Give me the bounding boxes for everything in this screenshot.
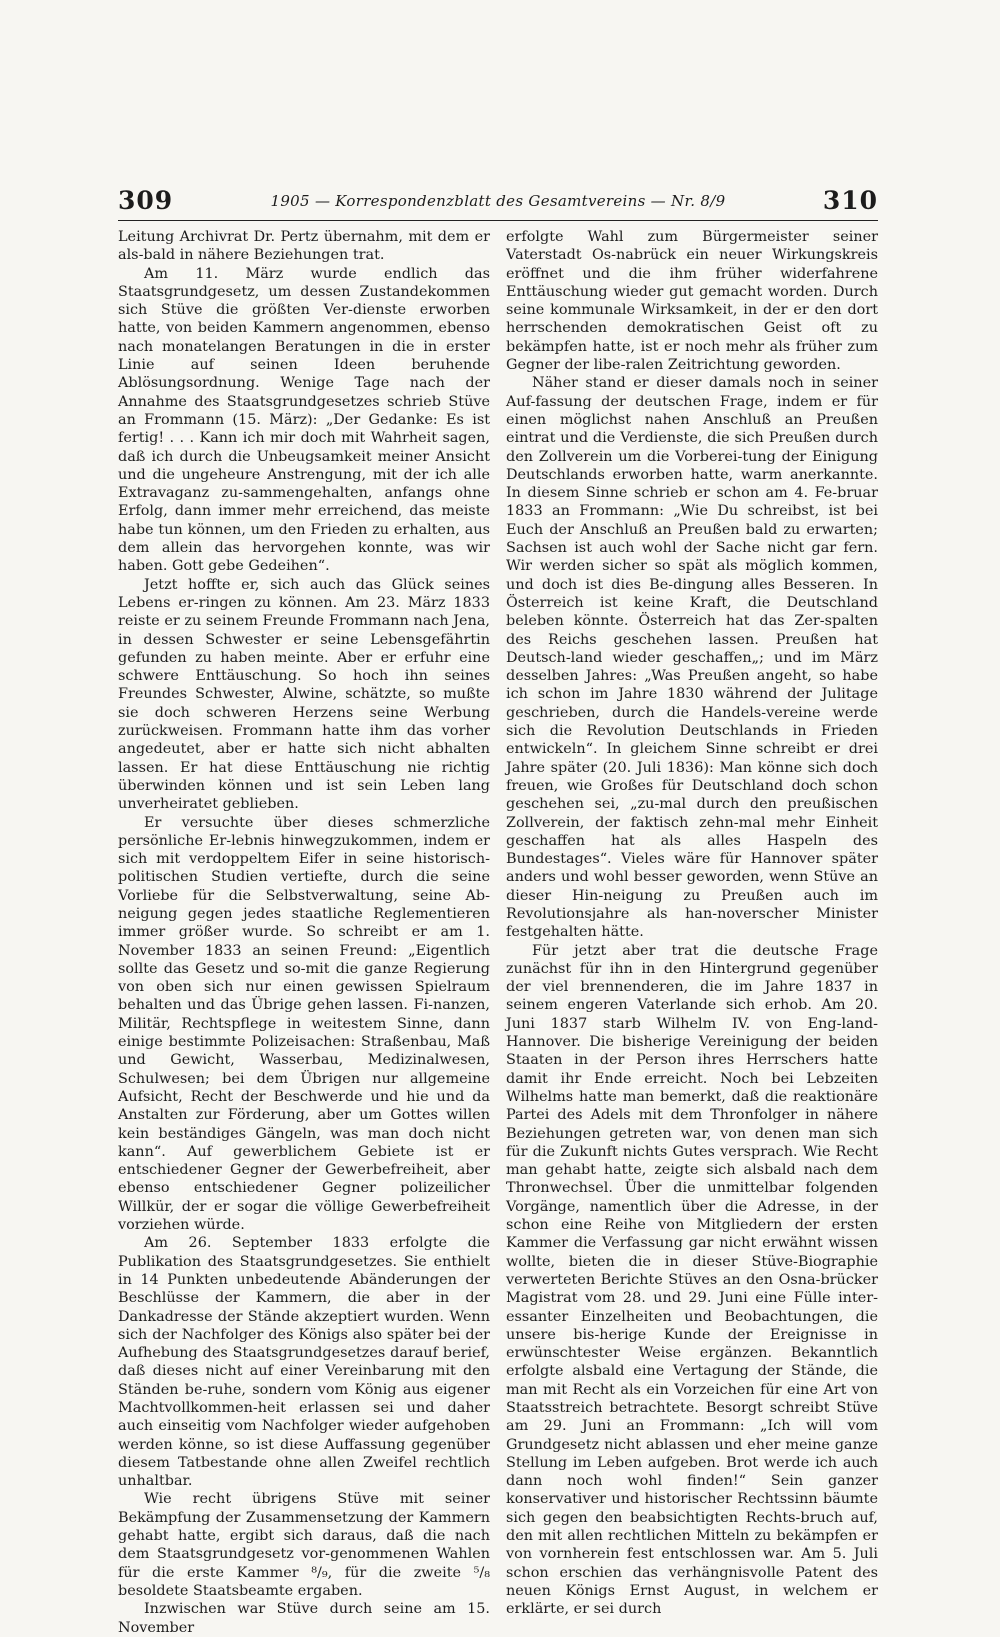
page-number-right: 310 — [822, 186, 878, 215]
paragraph: Er versuchte über dieses schmerzliche persönliche Er-lebnis hinwegzukommen, indem er sich mit verdoppeltem Eifer in seine historisch-politischen Studien vertiefte, durch die seine Vorliebe für die Selbstverwaltung, seine Ab-neigung gegen jedes staatliche Reglementieren immer größer wurde. So schreibt er am 1. November 1833 an seinen Freund: „Eigentlich sollte das Gesetz und so-mit die ganze Regierung von oben sich nur einen gewissen Spielraum behalten und das Übrige gehen lassen. Fi-nanzen, Militär, Rechtspflege in weitestem Sinne, dann einige bestimmte Polizeisachen: Straßenbau, Maß und Gewicht, Wasserbau, Medizinalwesen, Schulwesen; bei dem Übrigen nur allgemeine Aufsicht, Recht der Beschwerde und hie und da Anstalten zur Förderung, aber um Gottes willen kein beständiges Gängeln, was man doch nicht kann“. Auf gewerblichem Gebiete ist er entschiedener Gegner der Gewerbefreiheit, aber ebenso entschiedener Gegner polizeilicher Willkür, der er sogar die völlige Gewerbefreiheit vorziehen würde. — [118, 814, 490, 1234]
paragraph: Näher stand er dieser damals noch in seiner Auf-fassung der deutschen Frage, indem er für einen möglichst nahen Anschluß an Preußen eintrat und die Verdienste, die sich Preußen durch den Zollverein um die Vorberei-tung der Einigung Deutschlands erworben hatte, warm anerkannte. In diesem Sinne schrieb er schon am 4. Fe-bruar 1833 an Frommann: „Wie Du schreibst, ist bei Euch der Anschluß an Preußen bald zu erwarten; Sachsen ist auch wohl der Sache nicht gar fern. Wir werden sicher so spät als möglich kommen, und doch ist dies Be-dingung alles Besseren. In Österreich ist keine Kraft, die Deutschland beleben könnte. Österreich hat das Zer-spalten des Reichs geschehen lassen. Preußen hat Deutsch-land wieder geschaffen„; und im März desselben Jahres: „Was Preußen angeht, so habe ich schon im Jahre 1830 während der Julitage geschrieben, durch die Handels-vereine werde sich die Revolution Deutschlands in Frieden entwickeln“. In gleichem Sinne schreibt er drei Jahre später (20. Juli 1836): Man könne sich doch freuen, wie Großes für Deutschland doch schon geschehen sei, „zu-mal durch den preußischen Zollverein, der faktisch zehn-mal mehr Einheit geschaffen hat als alles Haspeln des Bundestages“. Vieles wäre für Hannover später anders und wohl besser geworden, wenn Stüve an dieser Hin-neigung zu Preußen auch im Revolutionsjahre als han-noverscher Minister festgehalten hätte. — [506, 375, 878, 941]
left-column — [118, 228, 490, 1637]
paragraph: erfolgte Wahl zum Bürgermeister seiner Vaterstadt Os-nabrück ein neuer Wirkungskreis eröffnet und die ihm früher widerfahrene Enttäuschung wieder gut gemacht worden. Durch seine kommunale Wirksamkeit, in der er den dort herrschenden demokratischen Geist oft zu bekämpfen hatte, ist er noch mehr als früher zum Gegner der libe-ralen Zeitrichtung geworden. — [506, 229, 878, 374]
right-column — [506, 228, 878, 1619]
paragraph: Jetzt hoffte er, sich auch das Glück seines Lebens er-ringen zu können. Am 23. März 1833 reiste er zu seinem Freunde Frommann nach Jena, in dessen Schwester er seine Lebensgefährtin gefunden zu haben meinte. Aber er erfuhr eine schwere Enttäuschung. So hoch ihn seines Freundes Schwester, Alwine, schätzte, so mußte sie doch schweren Herzens seine Werbung zurückweisen. Frommann hatte ihm das vorher angedeutet, aber er hatte sich nicht abhalten lassen. Er hat diese Enttäuschung nie richtig überwinden können und ist sein Leben lang unverheiratet geblieben. — [118, 576, 490, 813]
paragraph: Leitung Archivrat Dr. Pertz übernahm, mit dem er als-bald in nähere Beziehungen trat. — [118, 229, 490, 264]
paragraph: Inzwischen war Stüve durch seine am 15. November — [118, 1601, 490, 1636]
page-header — [118, 186, 878, 221]
paragraph: Für jetzt aber trat die deutsche Frage zunächst für ihn in den Hintergrund gegenüber der viel brennenderen, die im Jahre 1837 in seinem engeren Vaterlande sich erhob. Am 20. Juni 1837 starb Wilhelm IV. von Eng-land-Hannover. Die bisherige Vereinigung der beiden Staaten in der Person ihres Herrschers hatte damit ihr Ende erreicht. Noch bei Lebzeiten Wilhelms hatte man bemerkt, daß die reaktionäre Partei des Adels mit dem Thronfolger in nähere Beziehungen getreten war, von denen man sich für die Zukunft nichts Gutes versprach. Wie Recht man gehabt hatte, zeigte sich alsbald nach dem Thronwechsel. Über die unmittelbar folgenden Vorgänge, namentlich über die Adresse, in der schon eine Reihe von Mitgliedern der ersten Kammer die Verfassung gar nicht erwähnt wissen wollte, bieten die in dieser Stüve-Biographie verwerteten Berichte Stüves an den Osna-brücker Magistrat vom 28. und 29. Juni eine Fülle inter-essanter Einzelheiten und Beobachtungen, die unsere bis-herige Kunde der Ereignisse in erwünschtester Weise ergänzen. Bekanntlich erfolgte alsbald eine Vertagung der Stände, die man mit Recht als ein Vorzeichen für eine Art von Staatsstreich betrachtete. Besorgt schreibt Stüve am 29. Juni an Frommann: „Ich will vom Grundgesetz nicht ablassen und eher meine ganze Stellung im Leben aufgeben. Brot werde ich auch dann noch wohl finden!“ Sein ganzer konservativer und historischer Rechtssinn bäumte sich gegen den beabsichtigten Rechts-bruch auf, den mit allen rechtlichen Mitteln zu bekämpfen er von vornherein fest entschlossen war. Am 5. Juli schon erschien das verhängnisvolle Patent des neuen Königs Ernst August, in welchem er erklärte, er sei durch — [506, 942, 878, 1618]
paragraph: Am 11. März wurde endlich das Staatsgrundgesetz, um dessen Zustandekommen sich Stüve die größten Ver-dienste erworben hatte, von beiden Kammern angenommen, ebenso nach monatelangen Beratungen in die in erster Linie auf seinen Ideen beruhende Ablösungsordnung. Wenige Tage nach der Annahme des Staatsgrundgesetzes schrieb Stüve an Frommann (15. März): „Der Gedanke: Es ist fertig! . . . Kann ich mir doch mit Wahrheit sagen, daß ich durch die Unbeugsamkeit meiner Ansicht und die ungeheure Anstrengung, mit der ich alle Extravaganz zu-sammengehalten, anfangs ohne Erfolg, dann immer mehr erreichend, das meiste habe tun können, um den Frieden zu erhalten, aus dem allein das hervorgehen konnte, was wir haben. Gott gebe Gedeihen“. — [118, 265, 490, 575]
page-number-left: 309 — [118, 186, 174, 215]
paragraph: Am 26. September 1833 erfolgte die Publikation des Staatsgrundgesetzes. Sie enthielt in 14 Punkten unbedeutende Abänderungen der Beschlüsse der Kammern, die aber in der Dankadresse der Stände akzeptiert wurden. Wenn sich der Nachfolger des Königs also später bei der Aufhebung des Staatsgrundgesetzes darauf berief, daß dieses nicht auf einer Vereinbarung mit den Ständen be-ruhe, sondern vom König aus eigener Machtvollkommen-heit erlassen sei und daher auch einseitig vom Nachfolger wieder aufgehoben werden könne, so ist diese Auffassung gegenüber diesem Tatbestande ohne allen Zweifel rechtlich unhaltbar. — [118, 1235, 490, 1490]
paragraph: Wie recht übrigens Stüve mit seiner Bekämpfung der Zusammensetzung der Kammern gehabt hatte, ergibt sich daraus, daß die nach dem Staatsgrundgesetz vor-genommenen Wahlen für die erste Kammer ⁸/₉, für die zweite ⁵/₈ besoldete Staatsbeamte ergaben. — [118, 1491, 490, 1599]
running-title: 1905 — Korrespondenzblatt des Gesamtvereins — Nr. 8/9 — [270, 192, 726, 210]
